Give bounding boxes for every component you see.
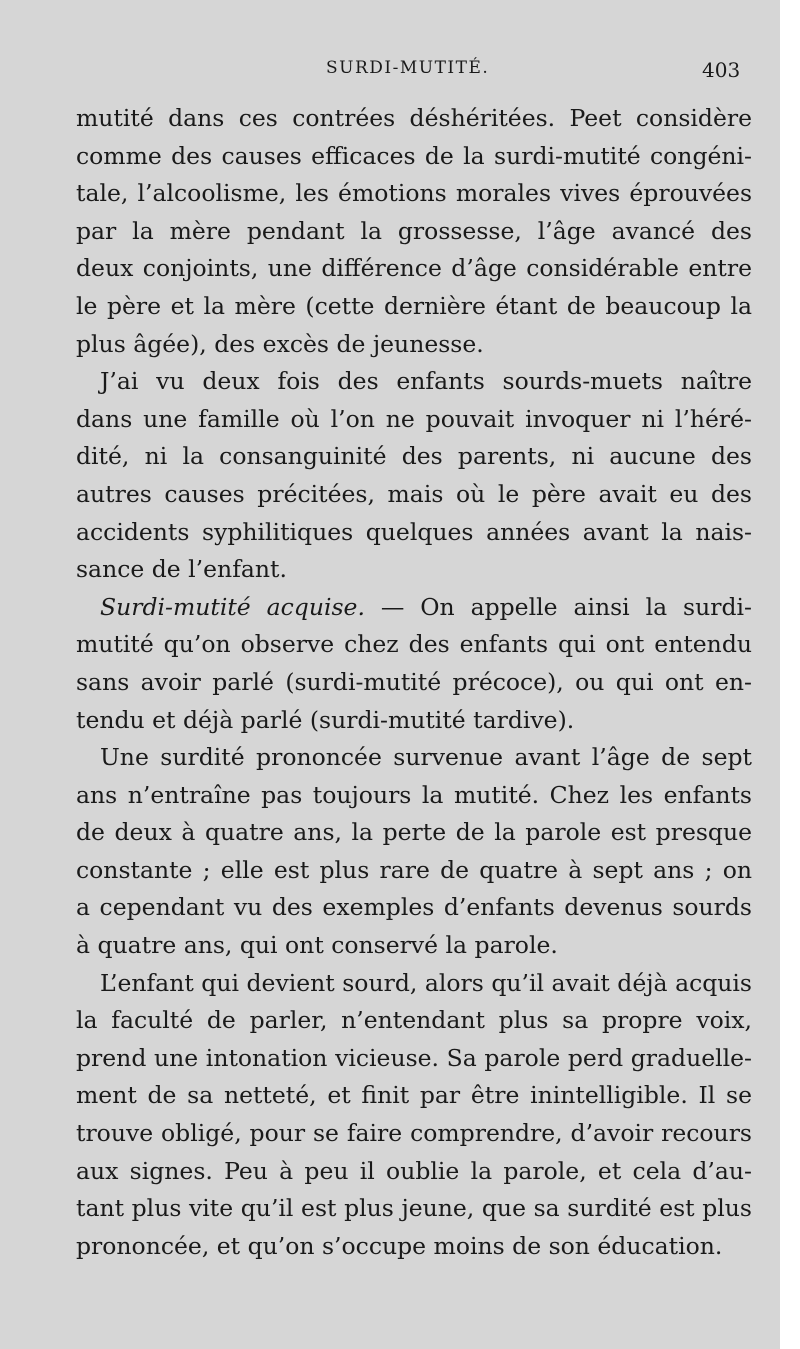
text-line: comme des causes efficaces de la surdi-mutité congéni- [76, 141, 752, 170]
text-line: Une surdité prononcée survenue avant l’âge de sept [100, 743, 752, 772]
text-line: L’enfant qui devient sourd, alors qu’il avait déjà acquis [100, 968, 752, 997]
text-line: trouve obligé, pour se faire comprendre, d’avoir recours [76, 1119, 752, 1148]
text-fragment: — On appelle ainsi la surdi- [380, 592, 752, 621]
text-line: plus âgée), des excès de jeunesse. [76, 329, 484, 358]
text-line: tale, l’alcoolisme, les émotions morales vives éprouvées [76, 179, 752, 208]
text-line: ans n’entraîne pas toujours la mutité. Chez les enfants [76, 780, 752, 809]
running-head: SURDI-MUTITÉ. [326, 58, 490, 78]
text-line: J’ai vu deux fois des enfants sourds-muets naître [100, 367, 752, 396]
text-line: sance de l’enfant. [76, 555, 287, 584]
text-line: dans une famille où l’on ne pouvait invoquer ni l’héré- [76, 404, 752, 433]
text-line: autres causes précitées, mais où le père avait eu des [76, 479, 752, 508]
text-line: prononcée, et qu’on s’occupe moins de son éducation. [76, 1231, 723, 1260]
page-header [0, 58, 790, 92]
text-line: par la mère pendant la grossesse, l’âge avancé des [76, 216, 752, 245]
text-line: de deux à quatre ans, la perte de la parole est presque [76, 818, 752, 847]
page-edge [780, 0, 790, 1349]
page-number: 403 [702, 58, 741, 82]
text-line: a cependant vu des exemples d’enfants devenus sourds [76, 893, 752, 922]
text-line: constante ; elle est plus rare de quatre à sept ans ; on [76, 855, 752, 884]
text-line: ment de sa netteté, et finit par être inintelligible. Il se [76, 1081, 752, 1110]
text-line: mutité dans ces contrées déshéritées. Peet considère [76, 104, 752, 132]
text-line: prend une intonation vicieuse. Sa parole perd graduelle- [76, 1043, 752, 1072]
text-line: tant plus vite qu’il est plus jeune, que sa surdité est plus [76, 1194, 752, 1223]
text-line: le père et la mère (cette dernière étant de beaucoup la [76, 291, 752, 320]
section-heading: Surdi-mutité acquise. [100, 592, 365, 621]
text-line: tendu et déjà parlé (surdi-mutité tardive). [76, 705, 575, 734]
text-line [76, 589, 752, 627]
text-line: dité, ni la consanguinité des parents, ni aucune des [76, 442, 752, 471]
text-line: aux signes. Peu à peu il oublie la parole, et cela d’au- [76, 1156, 752, 1185]
text-line: sans avoir parlé (surdi-mutité précoce), ou qui ont en- [76, 667, 752, 696]
body-text [76, 100, 752, 1265]
text-line: mutité qu’on observe chez des enfants qui ont entendu [76, 630, 752, 659]
text-line: la faculté de parler, n’entendant plus sa propre voix, [76, 1006, 752, 1035]
text-line: accidents syphilitiques quelques années avant la nais- [76, 517, 752, 546]
text-line: à quatre ans, qui ont conservé la parole. [76, 931, 558, 960]
text-line: deux conjoints, une différence d’âge considérable entre [76, 254, 752, 283]
